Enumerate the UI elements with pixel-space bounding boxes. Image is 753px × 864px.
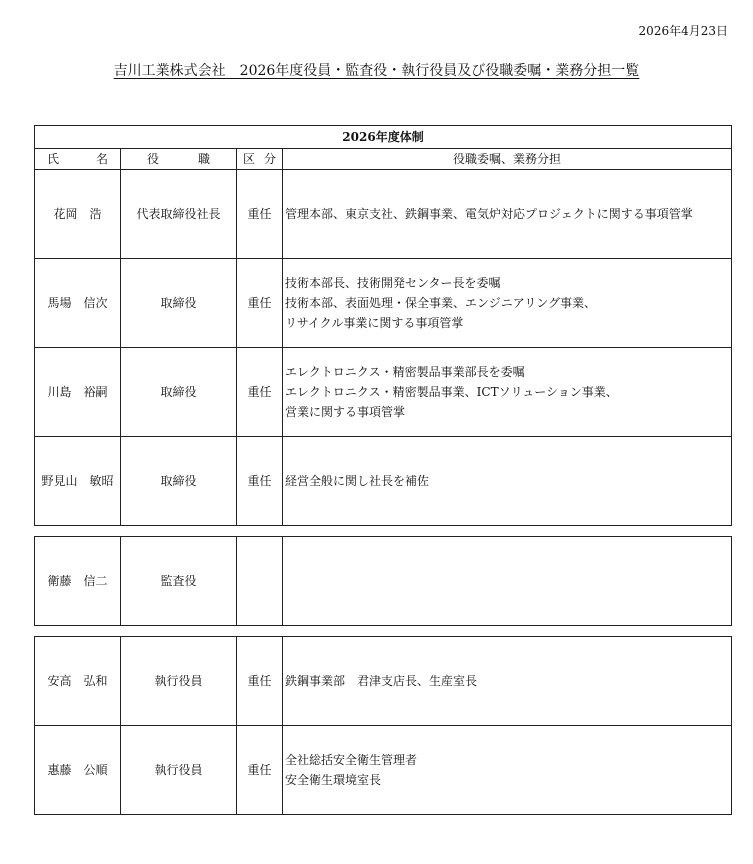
header-duties: 役職委嘱、業務分担 xyxy=(283,149,732,170)
person-role: 取締役 xyxy=(121,437,237,526)
person-duties xyxy=(283,348,732,437)
person-role: 執行役員 xyxy=(121,637,237,726)
table-row xyxy=(35,537,732,626)
person-division: 重任 xyxy=(237,437,283,526)
duty-line: 管理本部、東京支社、鉄鋼事業、電気炉対応プロジェクトに関する事項管掌 xyxy=(285,207,693,221)
document-date: 2026年4月23日 xyxy=(638,24,728,38)
person-role: 監査役 xyxy=(121,537,237,626)
person-duties xyxy=(283,726,732,815)
duty-line: リサイクル事業に関する事項管掌 xyxy=(285,316,464,330)
header-name: 氏 名 xyxy=(35,149,121,170)
person-duties xyxy=(283,170,732,259)
duty-line: エレクトロニクス・精密製品事業部長を委嘱 xyxy=(285,365,525,379)
officers-table xyxy=(34,636,732,815)
header-division: 区 分 xyxy=(237,149,283,170)
person-division: 重任 xyxy=(237,348,283,437)
person-division xyxy=(237,537,283,626)
person-division: 重任 xyxy=(237,726,283,815)
person-role: 執行役員 xyxy=(121,726,237,815)
table-row xyxy=(35,348,732,437)
person-duties xyxy=(283,637,732,726)
duty-line: 技術本部長、技術開発センター長を委嘱 xyxy=(285,276,501,290)
duty-line: 鉄鋼事業部 君津支店長、生産室長 xyxy=(285,674,478,688)
person-name: 馬場 信次 xyxy=(35,259,121,348)
directors-table xyxy=(34,125,732,526)
person-name: 野見山 敏昭 xyxy=(35,437,121,526)
person-name: 安高 弘和 xyxy=(35,637,121,726)
table-row xyxy=(35,637,732,726)
person-role: 取締役 xyxy=(121,259,237,348)
system-label: 2026年度体制 xyxy=(35,126,732,149)
duty-line: 経営全般に関し社長を補佐 xyxy=(285,474,430,488)
person-division: 重任 xyxy=(237,259,283,348)
table-row xyxy=(35,170,732,259)
person-division: 重任 xyxy=(237,170,283,259)
person-duties xyxy=(283,437,732,526)
person-division: 重任 xyxy=(237,637,283,726)
duty-line: 営業に関する事項管掌 xyxy=(285,405,406,419)
person-name: 惠藤 公順 xyxy=(35,726,121,815)
person-name: 衛藤 信二 xyxy=(35,537,121,626)
person-name: 花岡 浩 xyxy=(35,170,121,259)
duty-line: 技術本部、表面処理・保全事業、エンジニアリング事業、 xyxy=(285,296,596,310)
document-title: 吉川工業株式会社 2026年度役員・監査役・執行役員及び役職委嘱・業務分担一覧 xyxy=(113,63,640,79)
duty-line: 全社総括安全衛生管理者 xyxy=(285,753,418,767)
person-role: 取締役 xyxy=(121,348,237,437)
person-duties xyxy=(283,537,732,626)
table-row xyxy=(35,726,732,815)
table-row xyxy=(35,437,732,526)
duty-line: エレクトロニクス・精密製品事業、ICTソリューション事業、 xyxy=(285,385,618,399)
column-header-row xyxy=(35,149,732,170)
duty-line: 安全衛生環境室長 xyxy=(285,773,382,787)
person-duties xyxy=(283,259,732,348)
auditors-table xyxy=(34,536,732,626)
table-row xyxy=(35,259,732,348)
person-role: 代表取締役社長 xyxy=(121,170,237,259)
person-name: 川島 裕嗣 xyxy=(35,348,121,437)
header-role: 役 職 xyxy=(121,149,237,170)
system-header-row xyxy=(35,126,732,149)
